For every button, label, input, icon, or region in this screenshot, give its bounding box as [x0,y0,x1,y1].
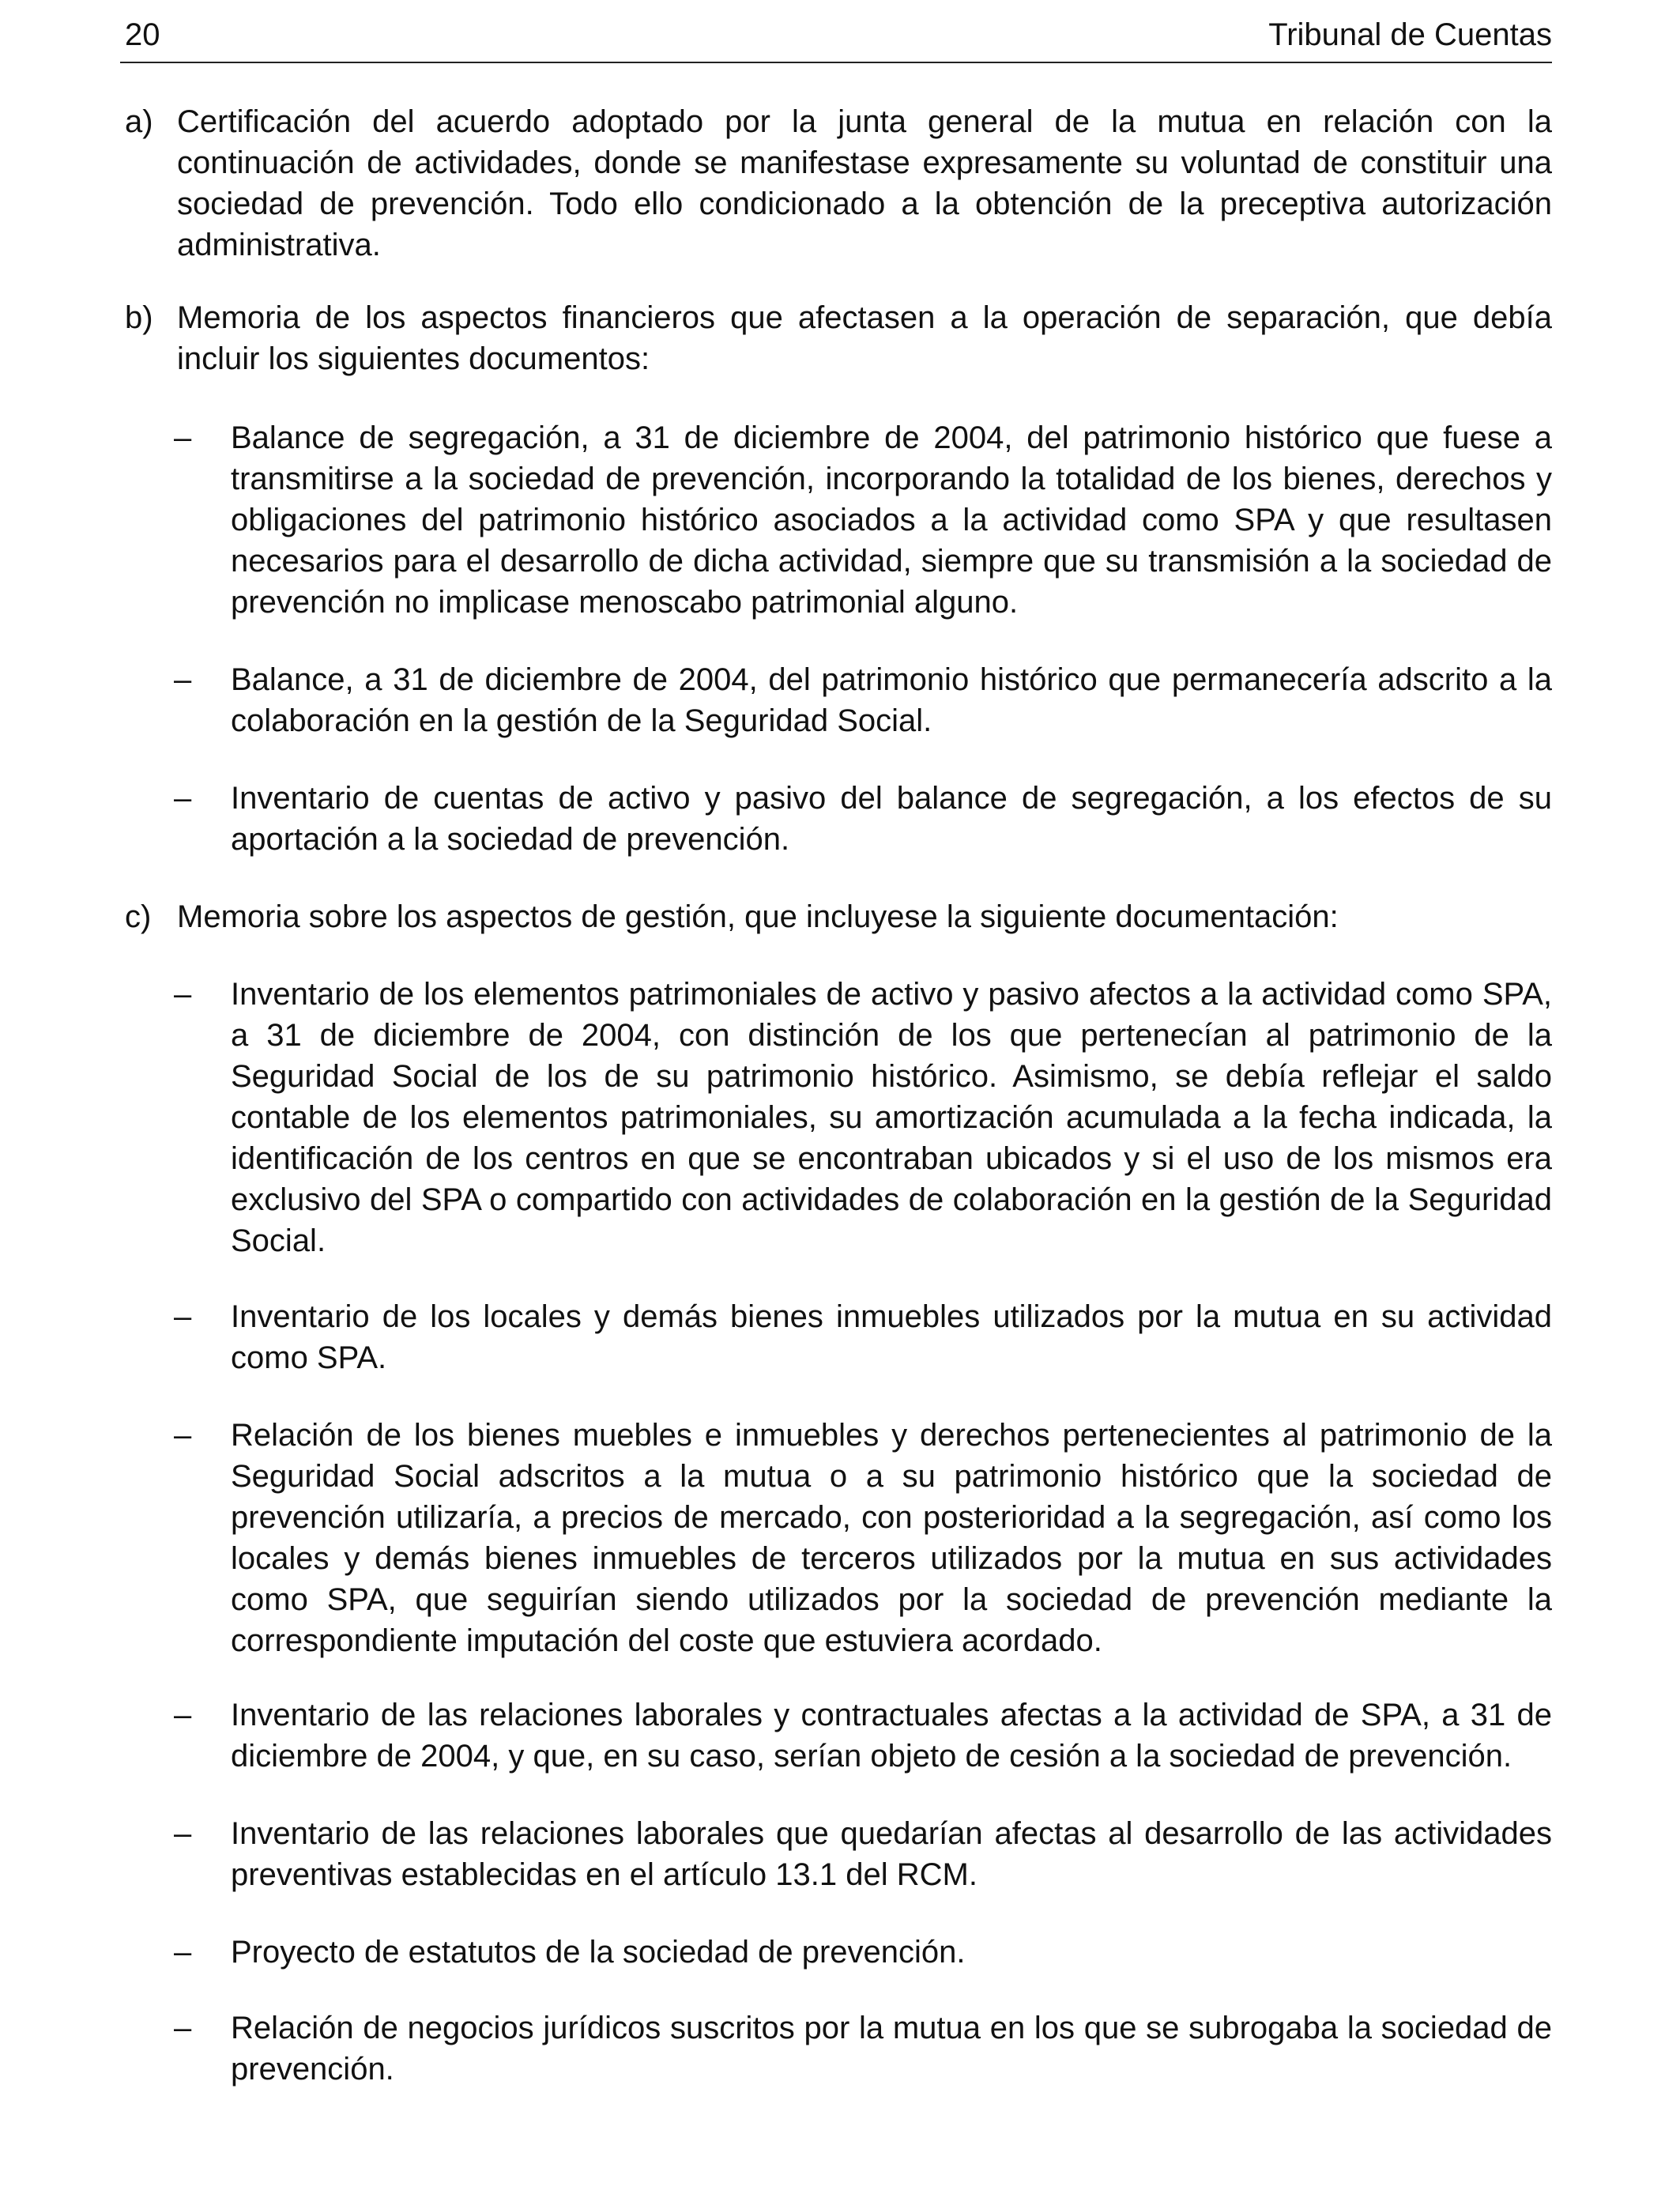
item-text: Certificación del acuerdo adoptado por la junta general de la mutua en relación con la continuación de actividades, donde se manifestase expresamente su voluntad de constituir una sociedad de prevención. Todo ello condicionado a la obtención de la preceptiva autorización administrativa. [177,104,1552,262]
page-number: 20 [125,17,160,52]
item-marker: a) [125,104,153,139]
sub-item-text: Inventario de los elementos patrimoniales de activo y pasivo afectos a la actividad como SPA, a 31 de diciembre de 2004, con distinción de los que pertenecían al patrimonio de la Seguridad Social de los de su patrimonio histórico. Asimismo, se debía reflejar el saldo contable de los elementos patrimoniales, su amortización acumulada a la fecha indicada, la identificación de los centros en que se encontraban ubicados y si el uso de los mismos era exclusivo del SPA o compartido con actividades de colaboración en la gestión de la Seguridad Social. [231,977,1552,1258]
dash-bullet: – [174,781,192,816]
item-text: Memoria de los aspectos financieros que afectasen a la operación de separación, que debía incluir los siguientes documentos: [177,300,1552,376]
sub-item [174,1932,1552,1973]
running-title: Tribunal de Cuentas [1268,17,1552,52]
item-marker: b) [125,300,153,335]
dash-bullet: – [174,1418,192,1453]
sub-item [174,974,1552,1261]
dash-bullet: – [174,420,192,455]
sub-item [174,659,1552,741]
list-item-b [120,297,1552,379]
sub-item-text: Relación de negocios jurídicos suscritos por la mutua en los que se subrogaba la sociedad de prevención. [231,2011,1552,2087]
sub-item [174,1415,1552,1661]
item-marker: c) [125,899,152,934]
sub-item [174,417,1552,623]
item-text: Memoria sobre los aspectos de gestión, que incluyese la siguiente documentación: [177,899,1339,934]
sub-item-text: Inventario de los locales y demás bienes inmuebles utilizados por la mutua en su actividad como SPA. [231,1299,1552,1375]
list-item-c [120,896,1552,937]
list-item-a [120,101,1552,266]
page-header [120,14,1552,63]
sub-item [174,2007,1552,2090]
sub-item [174,778,1552,860]
sub-item-text: Balance, a 31 de diciembre de 2004, del patrimonio histórico que permanecería adscrito a la colaboración en la gestión de la Seguridad Social. [231,662,1552,738]
sub-item-text: Balance de segregación, a 31 de diciembre de 2004, del patrimonio histórico que fuese a transmitirse a la sociedad de prevención, incorporando la totalidad de los bienes, derechos y obligaciones del patrimonio histórico asociados a la actividad como SPA y que resultasen necesarios para el desarrollo de dicha actividad, siempre que su transmisión a la sociedad de prevención no implicase menoscabo patrimonial alguno. [231,420,1552,620]
sub-item-text: Proyecto de estatutos de la sociedad de prevención. [231,1935,966,1970]
dash-bullet: – [174,1698,192,1732]
dash-bullet: – [174,977,192,1012]
sub-item-text: Inventario de las relaciones laborales y contractuales afectas a la actividad de SPA, a 31 de diciembre de 2004, y que, en su caso, serían objeto de cesión a la sociedad de prevención. [231,1698,1552,1774]
sub-item [174,1813,1552,1895]
dash-bullet: – [174,662,192,697]
sub-item-text: Relación de los bienes muebles e inmuebles y derechos pertenecientes al patrimonio de la Seguridad Social adscritos a la mutua o a su patrimonio histórico que la sociedad de prevención utilizaría, a precios de mercado, con posterioridad a la segregación, así como los locales y demás bienes inmuebles de terceros utilizados por la mutua en sus actividades como SPA, que seguirían siendo utilizados por la sociedad de prevención mediante la correspondiente imputación del coste que estuviera acordado. [231,1418,1552,1658]
sub-item-text: Inventario de las relaciones laborales que quedarían afectas al desarrollo de las actividades preventivas establecidas en el artículo 13.1 del RCM. [231,1816,1552,1892]
dash-bullet: – [174,2011,192,2045]
sub-item-text: Inventario de cuentas de activo y pasivo del balance de segregación, a los efectos de su aportación a la sociedad de prevención. [231,781,1552,857]
dash-bullet: – [174,1935,192,1970]
sub-item [174,1296,1552,1378]
dash-bullet: – [174,1299,192,1334]
sub-item [174,1695,1552,1777]
dash-bullet: – [174,1816,192,1851]
